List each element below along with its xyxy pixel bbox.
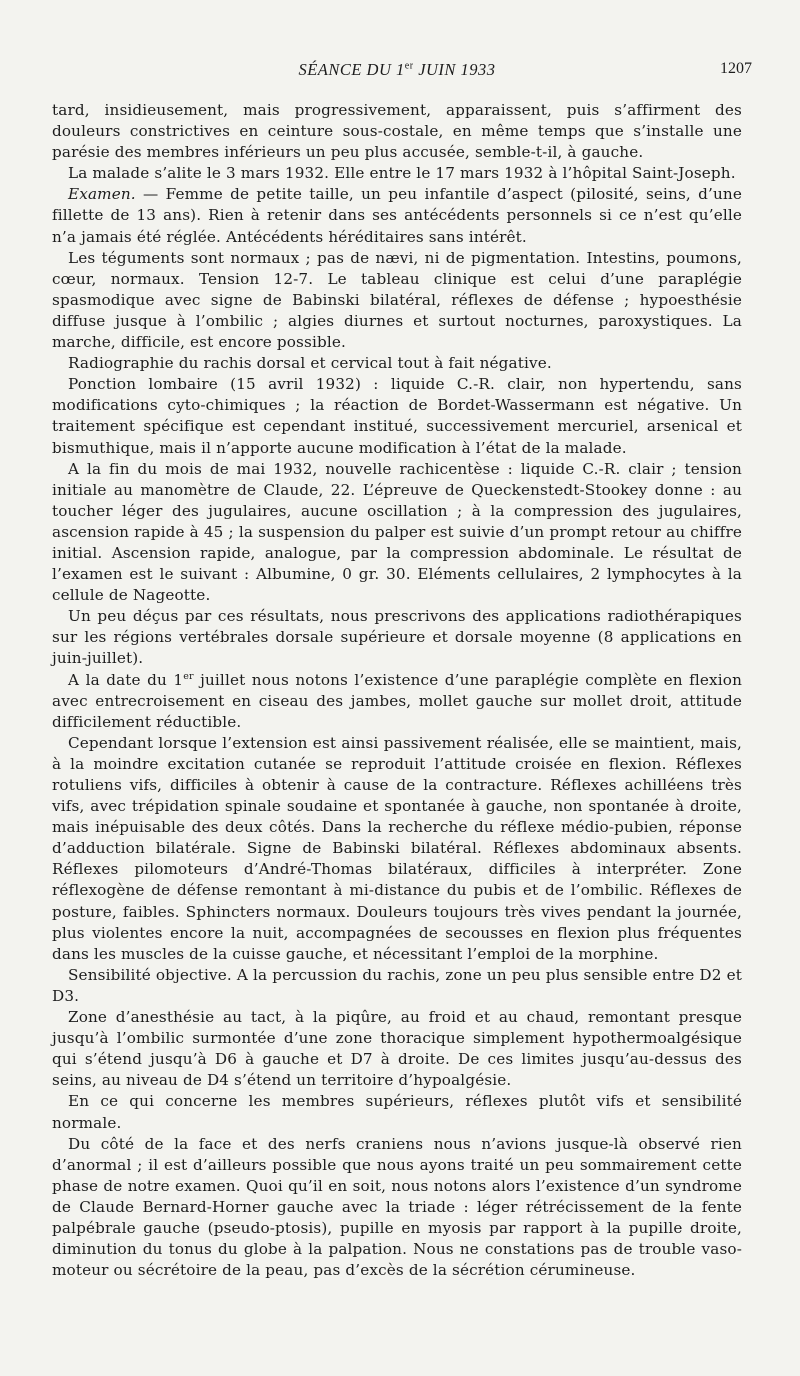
paragraph: Examen. — Femme de petite taille, un peu infantile d’aspect (pilosité, seins, d’une fillette de 13 ans). Rien à retenir dans ses antécédents personnels si ce n’est qu’elle n’a jamais été réglée. Antécédents héréditaires sans intérêt. — [52, 185, 742, 246]
running-title: SÉANCE DU 1er JUIN 1933 — [298, 60, 496, 79]
article-body — [52, 100, 742, 1281]
paragraph: Un peu déçus par ces résultats, nous prescrivons des applications radiothérapiques sur les régions vertébrales dorsale supérieure et dorsale moyenne (8 applications en juin-juillet). — [52, 607, 742, 668]
paragraph: A la fin du mois de mai 1932, nouvelle rachicentèse : liquide C.-R. clair ; tension initiale au manomètre de Claude, 22. L’épreuve de Queckenstedt-Stookey donne : au toucher léger des jugulaires, aucune oscillation ; à la compression des jugulaires, ascension rapide à 45 ; la suspension du palper est suivie d’un prompt retour au chiffre initial. Ascension rapide, analogue, par la compression abdominale. Le résultat de l’examen est le suivant : Albumine, 0 gr. 30. Eléments cellulaires, 2 lymphocytes à la cellule de Nageotte. — [52, 459, 742, 605]
paragraph: Zone d’anesthésie au tact, à la piqûre, au froid et au chaud, remontant presque jusqu’à l’ombilic surmontée d’une zone thoracique simplement hypothermoalgésique qui s’étend jusqu’à D6 à gauche et D7 à droite. De ces limites jusqu’au-dessus des seins, au niveau de D4 s’étend un territoire d’hypoalgésie. — [52, 1008, 742, 1090]
paragraph: Du côté de la face et des nerfs craniens nous n’avions jusque-là observé rien d’anormal ; il est d’ailleurs possible que nous ayons traité un peu sommairement cette phase de notre examen. Quoi qu’il en soit, nous notons alors l’existence d’un syndrome de Claude Bernard-Horner gauche avec la triade : léger rétrécissement de la fente palpébrale gauche (pseudo-ptosis), pupille en myosis par rapport à la pupille droite, diminution du tonus du globe à la palpation. Nous ne constations pas de trouble vaso-moteur ou sécrétoire de la peau, pas d’excès de la sécrétion cérumineuse. — [52, 1134, 742, 1280]
paragraph: Les téguments sont normaux ; pas de nævi, ni de pigmentation. Intestins, poumons, cœur, normaux. Tension 12-7. Le tableau clinique est celui d’une paraplégie spasmodique avec signe de Babinski bilatéral, réflexes de défense ; hypoesthésie diffuse jusque à l’ombilic ; algies diurnes et surtout nocturnes, paroxystiques. La marche, difficile, est encore possible. — [52, 248, 742, 352]
paragraph: Ponction lombaire (15 avril 1932) : liquide C.-R. clair, non hypertendu, sans modifications cyto-chimiques ; la réaction de Bordet-Wassermann est négative. Un traitement spécifique est cependant institué, successivement mercuriel, arsenical et bismuthique, mais il n’apporte aucune modification à l’état de la malade. — [52, 375, 742, 457]
paragraph: tard, insidieusement, mais progressivement, apparaissent, puis s’affirment des douleurs constrictives en ceinture sous-costale, en même temps que s’installe une parésie des membres inférieurs un peu plus accusée, semble-t-il, à gauche. — [52, 101, 742, 162]
paragraph: En ce qui concerne les membres supérieurs, réflexes plutôt vifs et sensibilité normale. — [52, 1092, 742, 1132]
paragraph: Radiographie du rachis dorsal et cervical tout à fait négative. — [68, 354, 552, 373]
page — [52, 60, 752, 1281]
paragraph: Cependant lorsque l’extension est ainsi passivement réalisée, elle se maintient, mais, à la moindre excitation cutanée se reproduit l’attitude croisée en flexion. Réflexes rotuliens vifs, difficiles à obtenir à cause de la contracture. Réflexes achilléens très vifs, avec trépidation spinale soudaine et spontanée à gauche, non spontanée à droite, mais inépuisable des deux côtés. Dans la recherche du réflexe médio-pubien, réponse d’adduction bilatérale. Signe de Babinski bilatéral. Réflexes abdominaux absents. Réflexes pilomoteurs d’André-Thomas bilatéraux, difficiles à interpréter. Zone réflexogène de défense remontant à mi-distance du pubis et de l’ombilic. Réflexes de posture, faibles. Sphincters normaux. Douleurs toujours très vives pendant la journée, plus violentes encore la nuit, accompagnées de secousses en flexion plus fréquentes dans les muscles de la cuisse gauche, et nécessitant l’emploi de la morphine. — [52, 733, 742, 963]
page-header — [52, 60, 752, 90]
paragraph: La malade s’alite le 3 mars 1932. Elle entre le 17 mars 1932 à l’hôpital Saint-Joseph. — [68, 164, 736, 183]
section-label: Examen. — [68, 185, 136, 204]
page-number: 1207 — [720, 60, 752, 77]
paragraph: A la date du 1er juillet nous notons l’existence d’une paraplégie complète en flexion avec entrecroisement en ciseau des jambes, mollet gauche sur mollet droit, attitude difficilement réductible. — [52, 670, 743, 731]
paragraph: Sensibilité objective. A la percussion du rachis, zone un peu plus sensible entre D2 et D3. — [52, 965, 742, 1005]
